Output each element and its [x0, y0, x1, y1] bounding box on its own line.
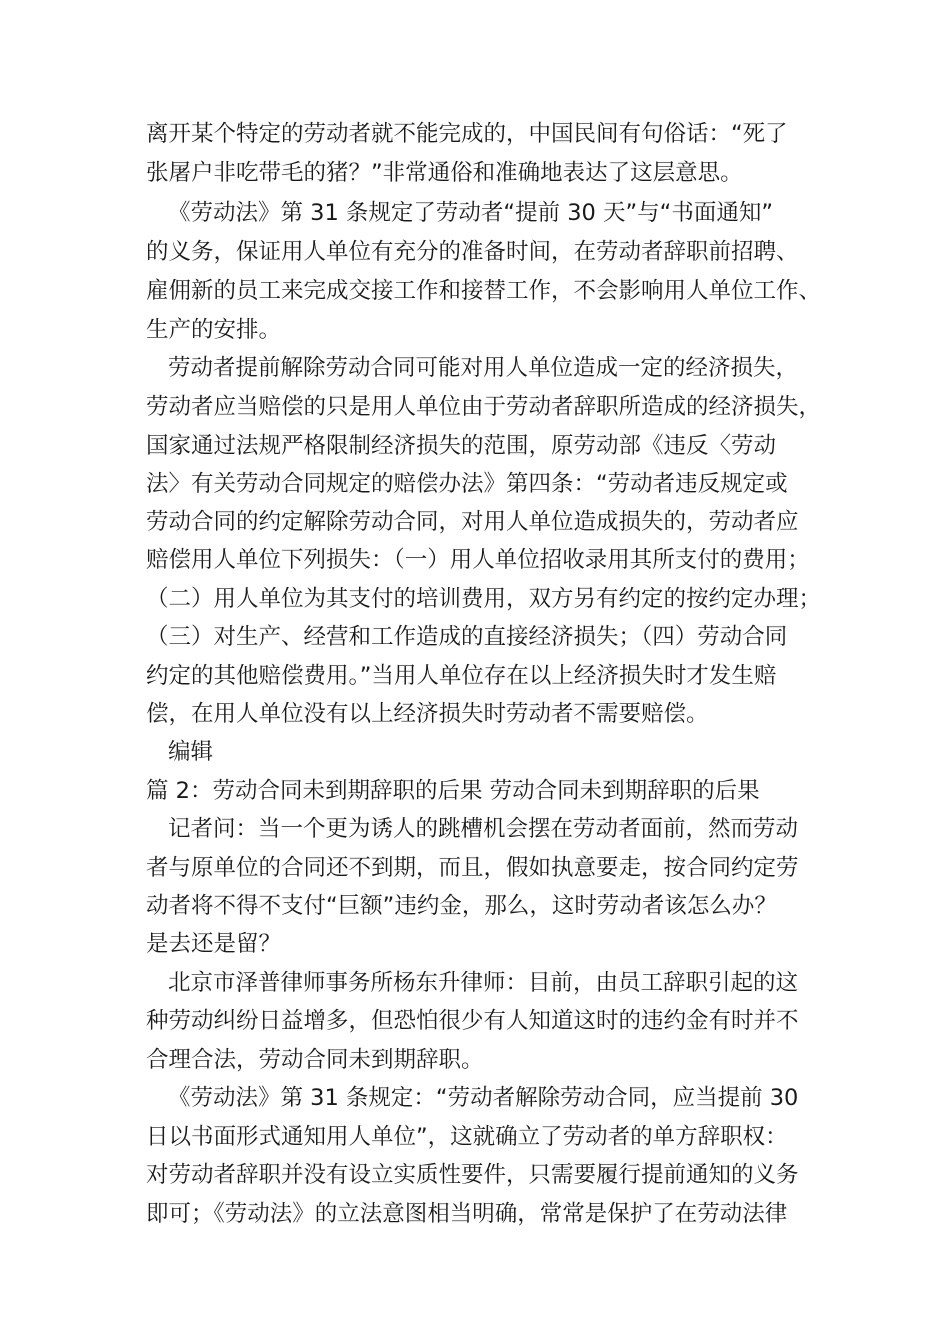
text-line: 的义务，保证用人单位有充分的准备时间，在劳动者辞职前招聘、: [146, 239, 799, 265]
text-line: 合理合法，劳动合同未到期辞职。: [146, 1047, 484, 1073]
text-line: 离开某个特定的劳动者就不能完成的，中国民间有句俗话：“死了: [146, 121, 788, 147]
text-line: 记者问：当一个更为诱人的跳槽机会摆在劳动者面前，然而劳动: [168, 816, 799, 842]
text-line: 北京市泽普律师事务所杨东升律师：目前，由员工辞职引起的这: [168, 970, 799, 996]
text-line: 是去还是留？: [146, 931, 282, 957]
text-line: 约定的其他赔偿费用。”当用人单位存在以上经济损失时才发生赔: [146, 663, 777, 689]
text-line: 生产的安排。: [146, 317, 282, 343]
text-line: 即可；《劳动法》的立法意图相当明确，常常是保护了在劳动法律: [146, 1201, 788, 1227]
text-line: 《劳动法》第 31 条规定了劳动者“提前 30 天”与“书面通知”: [168, 200, 773, 226]
text-line: （二）用人单位为其支付的培训费用，双方另有约定的按约定办理；: [146, 586, 822, 612]
section-label: 编辑: [168, 739, 214, 765]
text-line: 劳动合同的约定解除劳动合同，对用人单位造成损失的，劳动者应: [146, 509, 799, 535]
text-line: 赔偿用人单位下列损失：（一）用人单位招收录用其所支付的费用；: [146, 547, 810, 573]
text-line: 国家通过法规严格限制经济损失的范围，原劳动部《违反〈劳动: [146, 433, 777, 459]
text-line: 种劳动纠纷日益增多，但恐怕很少有人知道这时的违约金有时并不: [146, 1008, 799, 1034]
text-line: 《劳动法》第 31 条规定：“劳动者解除劳动合同，应当提前 30: [168, 1085, 799, 1111]
text-line: 动者将不得不支付“巨额”违约金，那么，这时劳动者该怎么办？: [146, 893, 777, 919]
text-line: 雇佣新的员工来完成交接工作和接替工作，不会影响用人单位工作、: [146, 278, 822, 304]
text-line: 法〉有关劳动合同规定的赔偿办法》第四条：“劳动者违反规定或: [146, 471, 788, 497]
text-line: 日以书面形式通知用人单位”，这就确立了劳动者的单方辞职权：: [146, 1124, 788, 1150]
section-heading: 篇 2：劳动合同未到期辞职的后果 劳动合同未到期辞职的后果: [146, 778, 760, 804]
text-line: 张屠户非吃带毛的猪？”非常通俗和准确地表达了这层意思。: [146, 160, 743, 186]
text-line: 对劳动者辞职并没有设立实质性要件，只需要履行提前通知的义务: [146, 1162, 799, 1188]
text-line: 偿，在用人单位没有以上经济损失时劳动者不需要赔偿。: [146, 701, 709, 727]
text-line: （三）对生产、经营和工作造成的直接经济损失；（四）劳动合同: [146, 624, 788, 650]
text-line: 劳动者应当赔偿的只是用人单位由于劳动者辞职所造成的经济损失，: [146, 394, 822, 420]
text-line: 者与原单位的合同还不到期，而且，假如执意要走，按合同约定劳: [146, 855, 799, 881]
text-line: 劳动者提前解除劳动合同可能对用人单位造成一定的经济损失，: [168, 355, 799, 381]
